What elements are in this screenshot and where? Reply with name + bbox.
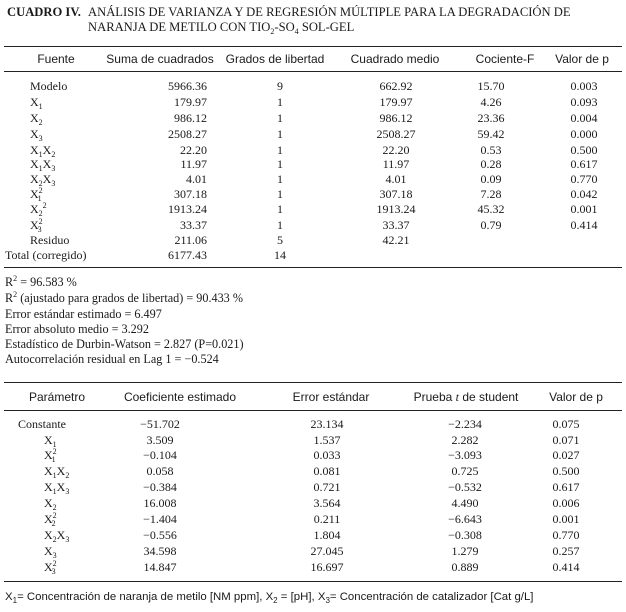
anova-df: 1 [277,95,283,109]
regression-coefficient: 34.598 [143,544,177,558]
anova-source [30,188,42,202]
regression-p-value: 0.071 [552,433,580,447]
regression-t-value: 2.282 [451,433,479,447]
anova-source [30,203,47,217]
label-base: X [44,512,53,526]
regression-t-value: −6.643 [448,512,482,526]
anova-source [30,234,69,247]
statistic-line [5,337,244,351]
label-base: Constante [18,417,66,431]
anova-source [30,128,43,142]
label-subscript: 1 [37,194,42,203]
statistic-text: Estadístico de Durbin-Watson = 2.827 (P=0.021) [5,337,244,351]
statistic-text: R [5,275,14,289]
header-cuadrado-medio: Cuadrado medio [350,52,440,66]
label-base: X [56,464,66,478]
anova-p-value: 0.500 [570,143,598,157]
anova-sum-squares: 1913.24 [168,202,207,216]
regression-parameter [44,481,69,495]
label-base: X [30,202,39,216]
anova-df: 1 [277,111,283,125]
label-base: X [30,187,39,201]
label-subscript: 2 [52,503,57,512]
regression-t-value: 4.490 [451,496,479,510]
anova-p-value: 0.770 [570,172,598,186]
anova-mean-square: 2508.27 [376,127,416,141]
anova-mean-square: 1913.24 [376,202,416,216]
regression-p-value: 0.770 [552,528,580,542]
regression-p-value: 0.075 [552,417,580,431]
header-valor-p: Valor de p [549,390,603,404]
statistic-line [5,322,149,336]
statistic-text: Error absoluto medio = 3.292 [5,322,149,336]
anova-source [30,158,55,172]
regression-header-rule [4,410,622,411]
statistic-text: (ajustado para grados de libertad) = 90.433 % [17,291,243,305]
anova-f-ratio: 59.42 [477,127,505,141]
label-subscript: 2 [52,535,57,544]
label-subscript: 3 [51,567,56,576]
anova-mean-square: 11.97 [382,157,410,171]
header-text: de student [458,390,519,404]
anova-p-value: 0.042 [570,187,598,201]
anova-f-ratio: 15.70 [477,79,505,93]
regression-parameter [44,513,56,527]
label-base: X [42,143,52,157]
regression-parameter [44,545,57,559]
anova-f-ratio: 23.36 [477,111,505,125]
anova-sum-squares: 22.20 [180,143,207,157]
footnote-text: = Concentración de catalizador [Cat g/L] [329,591,534,603]
caption-line-2 [88,20,622,36]
anova-bottom-rule [4,267,622,268]
header-valor-p: Valor de p [555,52,609,66]
regression-std-error: 1.537 [313,433,341,447]
label-base: X [30,95,39,109]
label-base: X [30,143,39,157]
anova-df: 1 [277,202,283,216]
anova-df: 1 [277,157,283,171]
anova-f-ratio: 0.28 [480,157,502,171]
regression-coefficient: 3.509 [146,433,174,447]
statistic-line [5,291,243,307]
label-base: X [44,448,53,462]
anova-source [30,173,55,187]
anova-df: 1 [277,187,283,201]
anova-p-value: 0.000 [570,127,598,141]
footnote-text: = [pH], X [277,591,326,603]
regression-p-value: 0.414 [552,560,580,574]
anova-sum-squares: 986.12 [174,111,207,125]
label-base: X [44,496,53,510]
table-caption [7,5,622,36]
header-error-estandar: Error estándar [292,390,370,404]
anova-p-value: 0.093 [570,95,598,109]
label-subscript: 1 [52,471,57,480]
regression-p-value: 0.257 [552,544,580,558]
regression-p-value: 0.617 [552,480,580,494]
label-base: X [42,172,52,186]
header-grados-libertad: Grados de libertad [225,52,325,66]
footnote-sub: 2 [273,596,278,605]
regression-coefficient: −0.556 [143,528,177,542]
header-parametro: Parámetro [28,390,86,404]
regression-t-value: −2.234 [448,417,482,431]
regression-t-value: 0.889 [451,560,479,574]
anova-df: 5 [277,233,283,247]
regression-p-value: 0.500 [552,464,580,478]
regression-p-value: 0.027 [552,448,580,462]
regression-t-value: −0.308 [448,528,482,542]
anova-p-value: 0.414 [570,218,598,232]
anova-df: 9 [277,79,283,93]
label-base: X [30,157,39,171]
label-base: X [44,560,53,574]
anova-df: 1 [277,218,283,232]
regression-parameter [44,465,69,479]
caption-line-2-text: NARANJA DE METILO CON TIO [88,20,271,34]
regression-p-value: 0.001 [552,512,580,526]
label-subscript: 1 [38,150,43,159]
regression-std-error: 0.211 [313,512,341,526]
label-superscript: 2 [52,511,57,520]
label-subscript: 2 [51,150,56,159]
label-subscript: 3 [38,134,43,143]
regression-coefficient: 14.847 [143,560,177,574]
anova-f-ratio: 0.53 [480,143,502,157]
label-base: Residuo [30,233,70,247]
header-text: Prueba [413,390,456,404]
anova-header-rule [4,71,622,72]
caption-line-1: ANÁLISIS DE VARIANZA Y DE REGRESIÓN MÚLTIPLE PARA LA DEGRADACIÓN DE [88,5,571,19]
anova-mean-square: 42.21 [382,233,410,247]
label-base: X [56,480,66,494]
caption-label: CUADRO IV. [7,5,81,19]
statistic-text: R [5,291,14,305]
regression-std-error: 16.697 [310,560,344,574]
anova-p-value: 0.001 [570,202,598,216]
anova-f-ratio: 45.32 [477,202,505,216]
label-subscript: 3 [51,179,56,188]
regression-coefficient: 16.008 [143,496,177,510]
anova-source [30,112,43,126]
caption-sub: 4 [294,27,299,36]
caption-line-2-text: -SO [274,20,295,34]
regression-std-error: 23.134 [310,417,344,431]
anova-source [30,96,43,110]
label-subscript: 3 [65,487,70,496]
regression-t-value: −3.093 [448,448,482,462]
anova-sum-squares: 179.97 [174,95,207,109]
regression-std-error: 0.081 [313,464,341,478]
regression-coefficient: −0.104 [143,448,177,462]
anova-top-rule [4,46,622,47]
statistic-superscript: 2 [13,274,18,283]
regression-std-error: 27.045 [310,544,344,558]
footnote [5,591,533,603]
header-coeficiente: Coeficiente estimado [123,390,237,404]
regression-parameter [44,449,56,463]
anova-sum-squares: 5966.36 [168,79,207,93]
regression-parameter [44,434,57,448]
regression-coefficient: 0.058 [146,464,174,478]
label-base: Total (corregido) [5,248,87,262]
anova-f-ratio: 4.26 [480,95,502,109]
label-subscript: 2 [38,179,43,188]
caption-line-2-text: SOL-GEL [298,20,355,34]
statistic-line [5,352,219,366]
anova-sum-squares: 4.01 [186,172,207,186]
anova-mean-square: 22.20 [382,143,410,157]
regression-coefficient: −1.404 [143,512,177,526]
label-superscript: 2 [38,186,43,195]
regression-std-error: 0.033 [313,448,341,462]
label-base: X [42,157,52,171]
statistic-text: Autocorrelación residual en Lag 1 = −0.524 [5,352,219,366]
label-superscript: 2 [38,217,43,226]
anova-mean-square: 662.92 [379,79,413,93]
label-subscript: 1 [38,102,43,111]
label-base: X [44,544,53,558]
footnote-sub: 1 [12,596,18,605]
anova-f-ratio: 0.79 [480,218,502,232]
label-superscript: 2 [42,201,47,210]
anova-source [5,249,86,262]
regression-p-value: 0.006 [552,496,580,510]
anova-df: 1 [277,172,283,186]
anova-mean-square: 179.97 [379,95,413,109]
label-superscript: 2 [52,447,57,456]
regression-parameter [44,561,56,575]
label-subscript: 3 [37,225,42,234]
label-superscript: 2 [52,559,57,568]
label-base: X [44,528,53,542]
anova-sum-squares: 11.97 [180,157,207,171]
anova-f-ratio: 7.28 [480,187,502,201]
regression-coefficient: −0.384 [143,480,177,494]
anova-df: 1 [277,127,283,141]
regression-t-value: 1.279 [451,544,479,558]
footnote-text: = Concentración de naranja de metilo [NM ppm], X [17,591,274,603]
statistic-text: Error estándar estimado = 6.497 [5,307,162,321]
caption-text [88,5,622,36]
regression-std-error: 0.721 [313,480,341,494]
label-subscript: 1 [52,440,57,449]
label-subscript: 1 [38,164,43,173]
regression-top-rule [4,382,622,383]
anova-source [30,80,67,93]
anova-f-ratio: 0.09 [480,172,502,186]
regression-std-error: 3.564 [313,496,341,510]
regression-t-value: 0.725 [451,464,479,478]
header-fuente: Fuente [37,52,75,66]
anova-sum-squares: 2508.27 [168,127,207,141]
label-base: Modelo [30,79,68,93]
regression-parameter [44,497,57,511]
label-subscript: 3 [51,164,56,173]
label-subscript: 3 [52,551,57,560]
anova-source [30,144,55,158]
label-base: X [30,111,39,125]
anova-mean-square: 986.12 [379,111,413,125]
anova-p-value: 0.003 [570,79,598,93]
statistic-text: = 96.583 % [17,275,77,289]
regression-parameter [44,529,69,543]
regression-coefficient: −51.702 [140,417,180,431]
label-base: X [30,218,39,232]
regression-parameter [18,418,66,431]
regression-t-value: −0.532 [448,480,482,494]
anova-sum-squares: 211.06 [174,233,207,247]
label-subscript: 1 [51,455,56,464]
label-base: X [30,172,39,186]
footnote-text: X [5,591,13,603]
label-base: X [44,464,53,478]
label-subscript: 3 [65,535,70,544]
caption-sub: 2 [270,27,275,36]
header-suma-cuadrados: Suma de cuadrados [106,52,214,66]
anova-df: 1 [277,143,283,157]
header-text-italic: t [455,390,459,404]
regression-std-error: 1.804 [313,528,341,542]
label-base: X [56,528,66,542]
label-base: X [30,127,39,141]
footnote-sub: 3 [325,596,330,605]
header-cociente-f: Cociente-F [475,52,535,66]
label-subscript: 2 [51,519,56,528]
anova-mean-square: 33.37 [382,218,410,232]
label-subscript: 1 [52,487,57,496]
statistic-line [5,275,77,291]
label-base: X [44,480,53,494]
label-base: X [44,433,53,447]
regression-bottom-rule [4,581,622,582]
label-subscript: 2 [38,118,43,127]
anova-sum-squares: 307.18 [174,187,207,201]
anova-mean-square: 4.01 [385,172,407,186]
anova-source [30,219,42,233]
label-subscript: 2 [65,471,70,480]
statistic-superscript: 2 [13,290,18,299]
anova-sum-squares: 6177.43 [168,248,207,262]
anova-mean-square: 307.18 [379,187,413,201]
label-subscript: 2 [38,209,43,218]
header-prueba-t [414,391,519,404]
anova-p-value: 0.617 [570,157,598,171]
statistic-line [5,307,162,321]
anova-p-value: 0.004 [570,111,598,125]
anova-sum-squares: 33.37 [180,218,207,232]
anova-df: 14 [274,248,286,262]
